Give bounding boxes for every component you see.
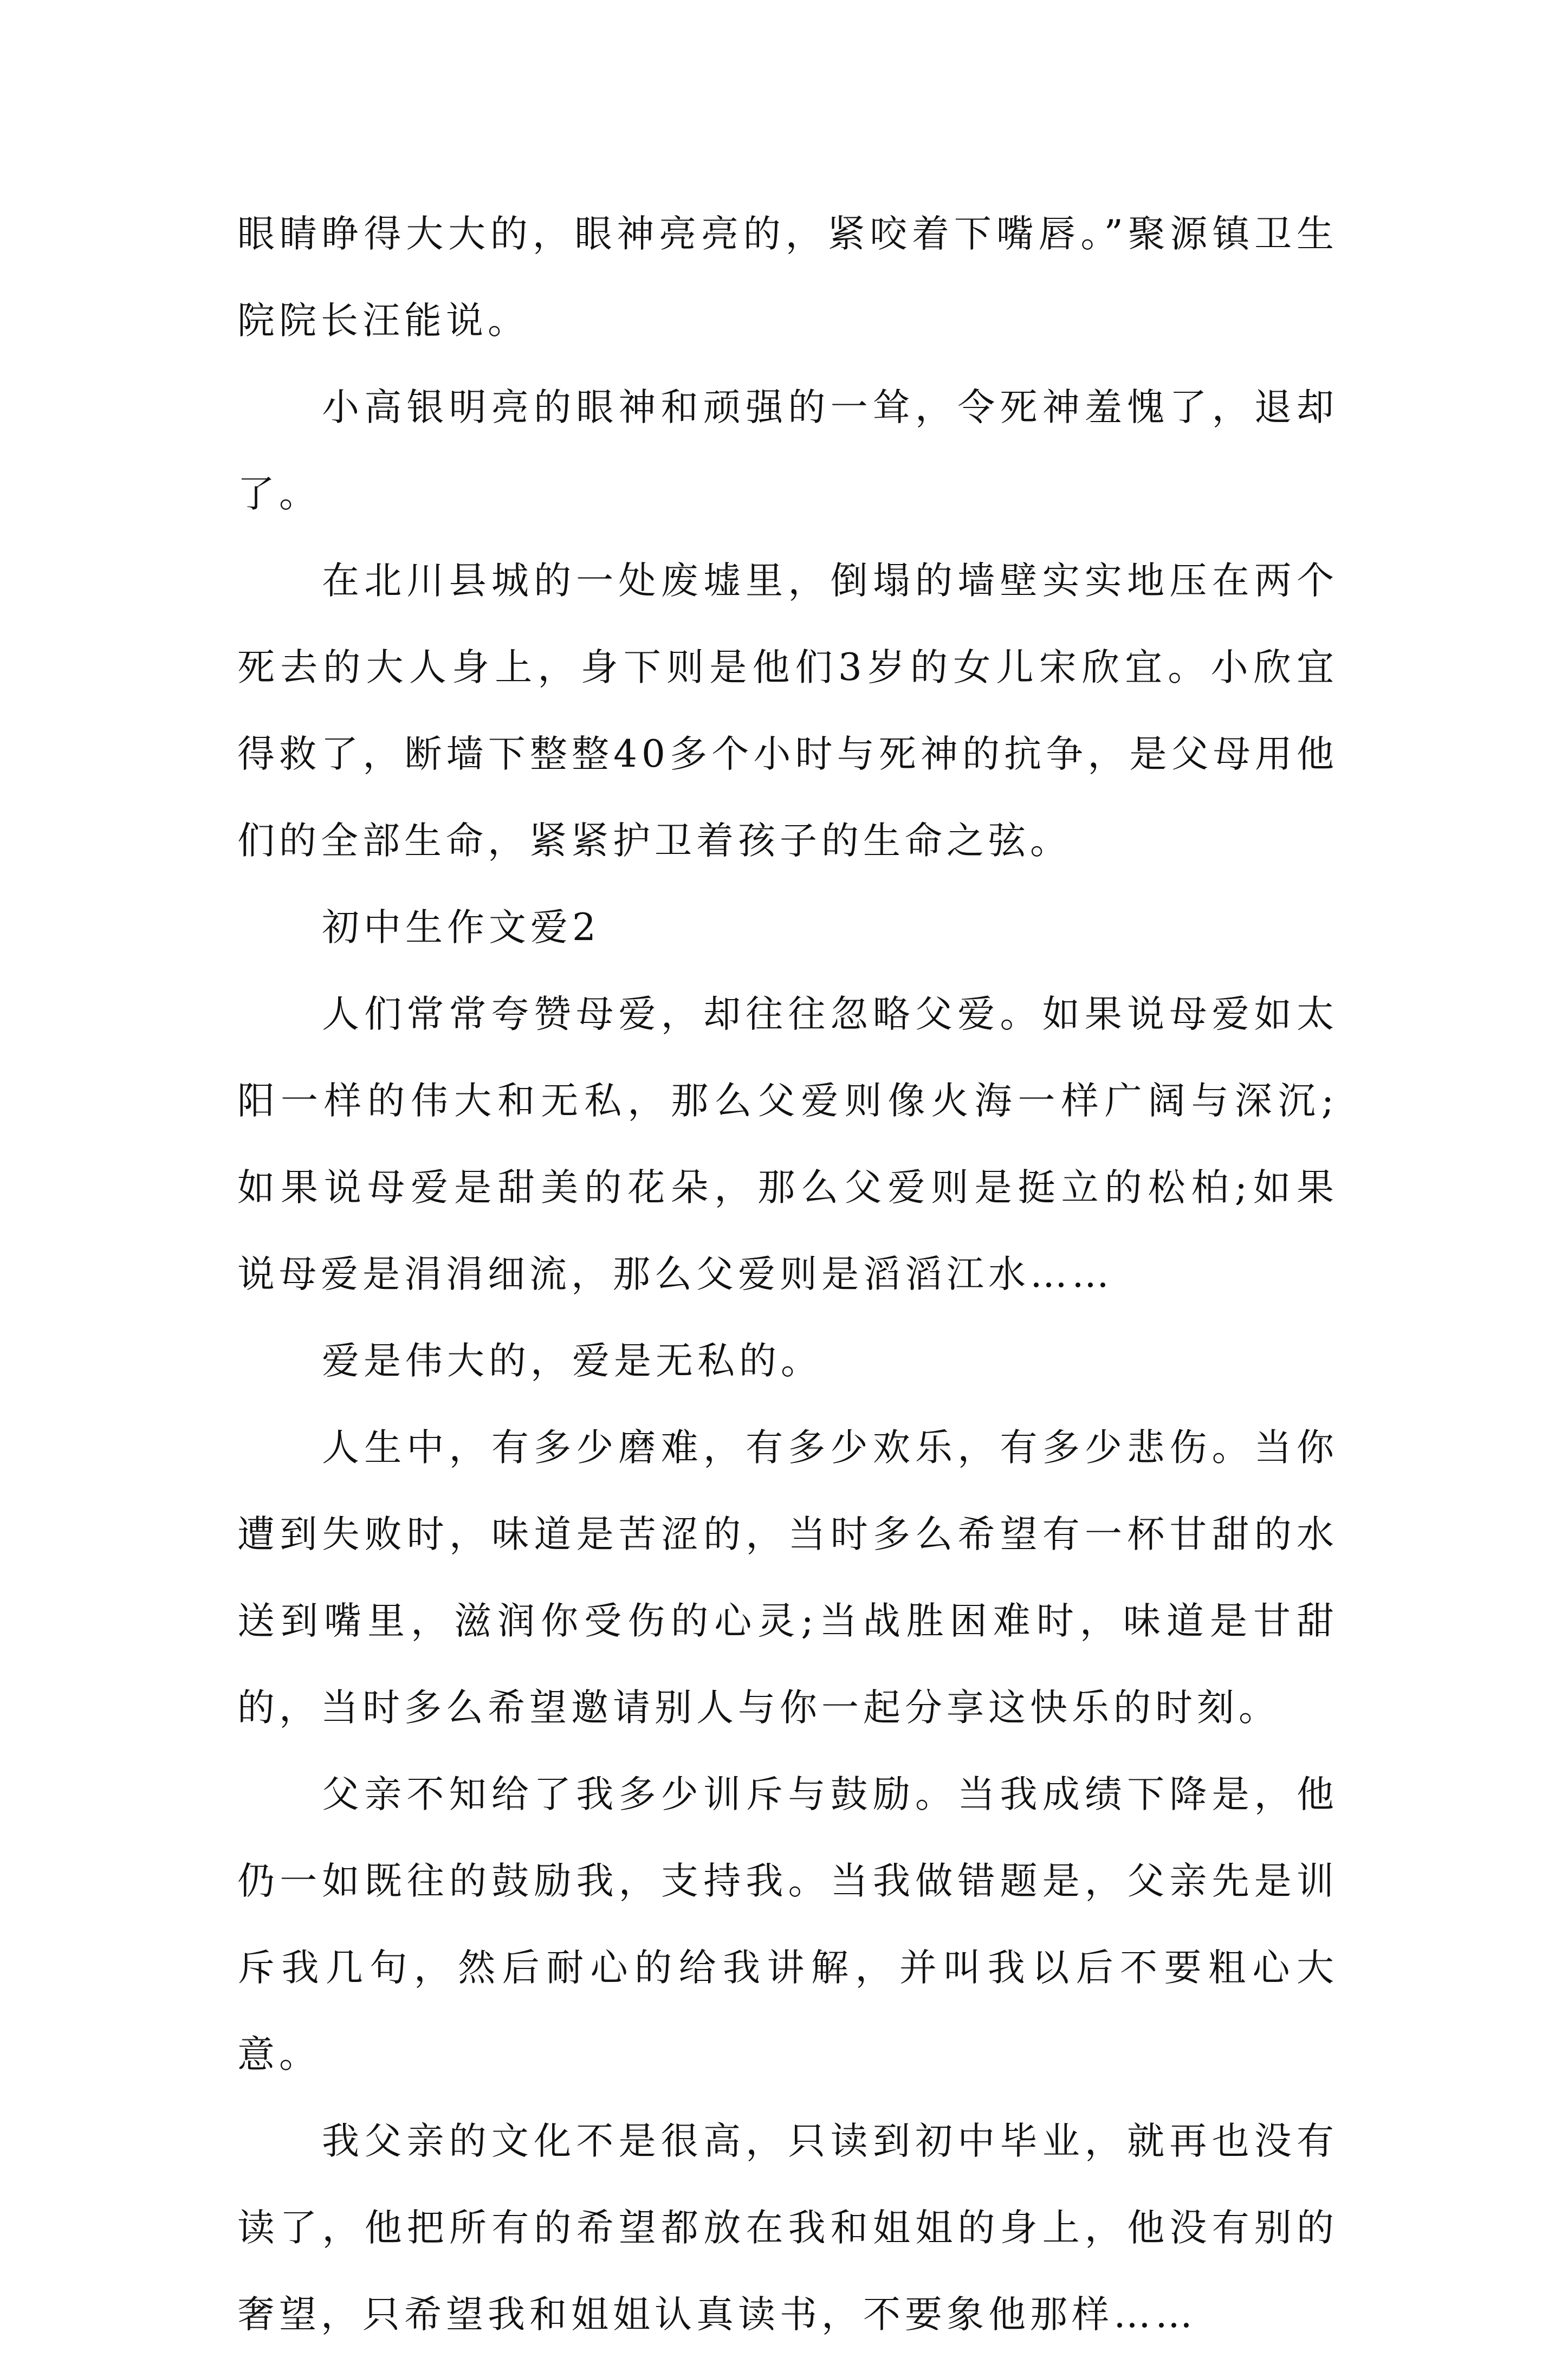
paragraph-7: 父亲不知给了我多少训斥与鼓励。当我成绩下降是，他仍一如既往的鼓励我，支持我。当我做错题是，父亲先是训斥我几句，然后耐心的给我讲解，并叫我以后不要粗心大意。	[237, 1773, 1338, 2076]
document-body	[237, 191, 1338, 2358]
paragraph-1: 眼睛睁得大大的，眼神亮亮的，紧咬着下嘴唇。”聚源镇卫生院院长汪能说。	[237, 212, 1338, 342]
section-heading: 初中生作文爱2	[322, 906, 600, 949]
paragraph-6: 人生中，有多少磨难，有多少欢乐，有多少悲伤。当你遭到失败时，味道是苦涩的，当时多么希望有一杯甘甜的水送到嘴里，滋润你受伤的心灵;当战胜困难时，味道是甘甜的，当时多么希望邀请别人与你一起分享这快乐的时刻。	[237, 1426, 1338, 1729]
paragraph-8: 我父亲的文化不是很高，只读到初中毕业，就再也没有读了，他把所有的希望都放在我和姐姐的身上，他没有别的奢望，只希望我和姐姐认真读书，不要象他那样……	[237, 2120, 1338, 2336]
paragraph-5: 爱是伟大的，爱是无私的。	[322, 1339, 822, 1383]
paragraph-3: 在北川县城的一处废墟里，倒塌的墙壁实实地压在两个死去的大人身上，身下则是他们3岁的女儿宋欣宜。小欣宜得救了，断墙下整整40多个小时与死神的抗争，是父母用他们的全部生命，紧紧护卫着孩子的生命之弦。	[237, 559, 1338, 863]
paragraph-2: 小高银明亮的眼神和顽强的一耸，令死神羞愧了，退却了。	[237, 386, 1338, 516]
paragraph-4: 人们常常夸赞母爱，却往往忽略父爱。如果说母爱如太阳一样的伟大和无私，那么父爱则像火海一样广阔与深沉;如果说母爱是甜美的花朵，那么父爱则是挺立的松柏;如果说母爱是涓涓细流，那么父爱则是滔滔江水……	[237, 993, 1338, 1296]
